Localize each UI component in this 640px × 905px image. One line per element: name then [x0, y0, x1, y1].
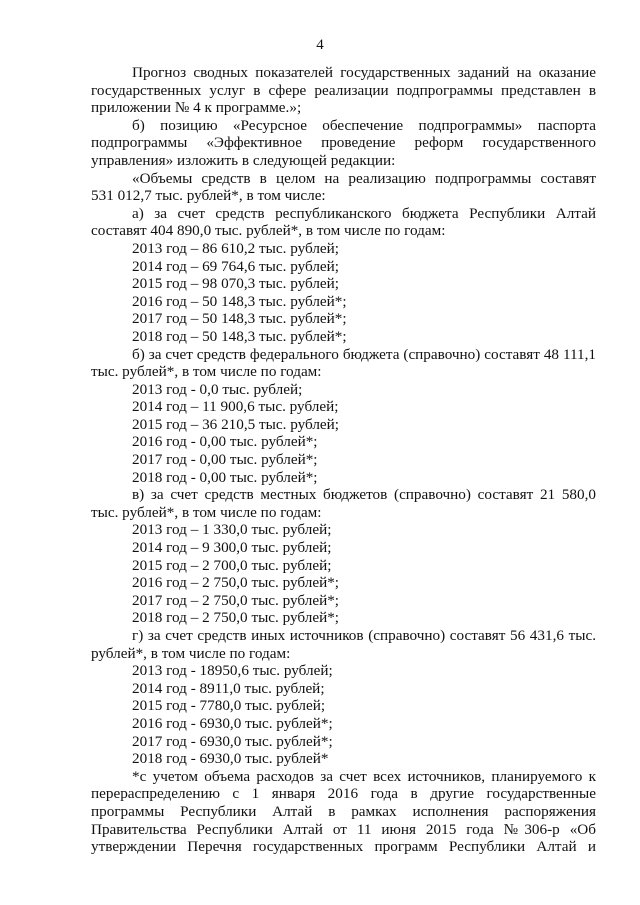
year-line: 2013 год – 86 610,2 тыс. рублей;: [132, 239, 340, 257]
text-line: 531 012,7 тыс. рублей*, в том числе:: [91, 187, 326, 205]
year-line: 2016 год - 0,00 тыс. рублей*;: [132, 433, 318, 451]
text-line: составят 404 890,0 тыс. рублей*, в том числе по годам:: [91, 222, 446, 240]
year-line: 2016 год – 2 750,0 тыс. рублей*;: [132, 574, 340, 592]
year-line: 2014 год – 69 764,6 тыс. рублей;: [132, 257, 340, 275]
text-line: перераспределению с 1 января 2016 года в другие государственные: [91, 785, 596, 803]
year-line: 2013 год - 18950,6 тыс. рублей;: [132, 662, 333, 680]
text-line: управления» изложить в следующей редакции:: [91, 151, 396, 169]
year-line: 2016 год – 50 148,3 тыс. рублей*;: [132, 292, 347, 310]
year-line: 2017 год - 0,00 тыс. рублей*;: [132, 451, 318, 469]
text-line: тыс. рублей*, в том числе по годам:: [91, 503, 322, 521]
text-line: г) за счет средств иных источников (справочно) составят 56 431,6 тыс.: [132, 627, 596, 644]
year-line: 2013 год – 1 330,0 тыс. рублей;: [132, 521, 332, 539]
year-line: 2015 год – 98 070,3 тыс. рублей;: [132, 275, 340, 293]
text-line: б) позицию «Ресурсное обеспечение подпрограммы» паспорта: [132, 116, 596, 134]
text-line: в) за счет средств местных бюджетов (справочно) составят 21 580,0: [132, 486, 596, 504]
text-line: б) за счет средств федерального бюджета (справочно) составят 48 111,1: [132, 345, 596, 363]
text-line: тыс. рублей*, в том числе по годам:: [91, 363, 322, 381]
year-line: 2017 год - 6930,0 тыс. рублей*;: [132, 732, 333, 750]
text-line: Прогноз сводных показателей государственных заданий на оказание: [132, 64, 596, 81]
text-line: приложении № 4 к программе.»;: [91, 99, 302, 117]
page-number: 4: [316, 37, 324, 53]
year-line: 2015 год - 7780,0 тыс. рублей;: [132, 697, 326, 715]
text-line: «Объемы средств в целом на реализацию подпрограммы составят: [132, 169, 596, 187]
year-line: 2015 год – 2 700,0 тыс. рублей;: [132, 556, 332, 574]
year-line: 2018 год – 2 750,0 тыс. рублей*;: [132, 609, 340, 627]
text-line: утверждении Перечня государственных программ Республики Алтай и: [91, 838, 596, 856]
text-line: *с учетом объема расходов за счет всех источников, планируемого к: [132, 767, 596, 785]
year-line: 2018 год – 50 148,3 тыс. рублей*;: [132, 327, 347, 345]
text-line: Правительства Республики Алтай от 11 июня 2015 года №306-р «Об: [91, 820, 596, 838]
year-line: 2014 год - 8911,0 тыс. рублей;: [132, 679, 325, 697]
year-line: 2013 год - 0,0 тыс. рублей;: [132, 380, 303, 398]
text-line: рублей*, в том числе по годам:: [91, 644, 291, 662]
document-body: [91, 64, 596, 856]
year-line: 2017 год – 50 148,3 тыс. рублей*;: [132, 310, 347, 328]
text-line: программы Республики Алтай в рамках исполнения распоряжения: [91, 802, 596, 820]
year-line: 2018 год - 0,00 тыс. рублей*;: [132, 468, 318, 486]
year-line: 2018 год - 6930,0 тыс. рублей*: [132, 750, 329, 768]
text-line: а) за счет средств республиканского бюджета Республики Алтай: [132, 204, 596, 222]
year-line: 2014 год – 9 300,0 тыс. рублей;: [132, 539, 332, 557]
text-line: подпрограммы «Эффективное проведение реформ государственного: [91, 134, 596, 152]
year-line: 2014 год – 11 900,6 тыс. рублей;: [132, 398, 339, 416]
year-line: 2017 год – 2 750,0 тыс. рублей*;: [132, 591, 340, 609]
year-line: 2016 год - 6930,0 тыс. рублей*;: [132, 714, 333, 732]
text-line: государственных услуг в сфере реализации подпрограммы представлен в: [91, 81, 596, 99]
year-line: 2015 год – 36 210,5 тыс. рублей;: [132, 415, 340, 433]
